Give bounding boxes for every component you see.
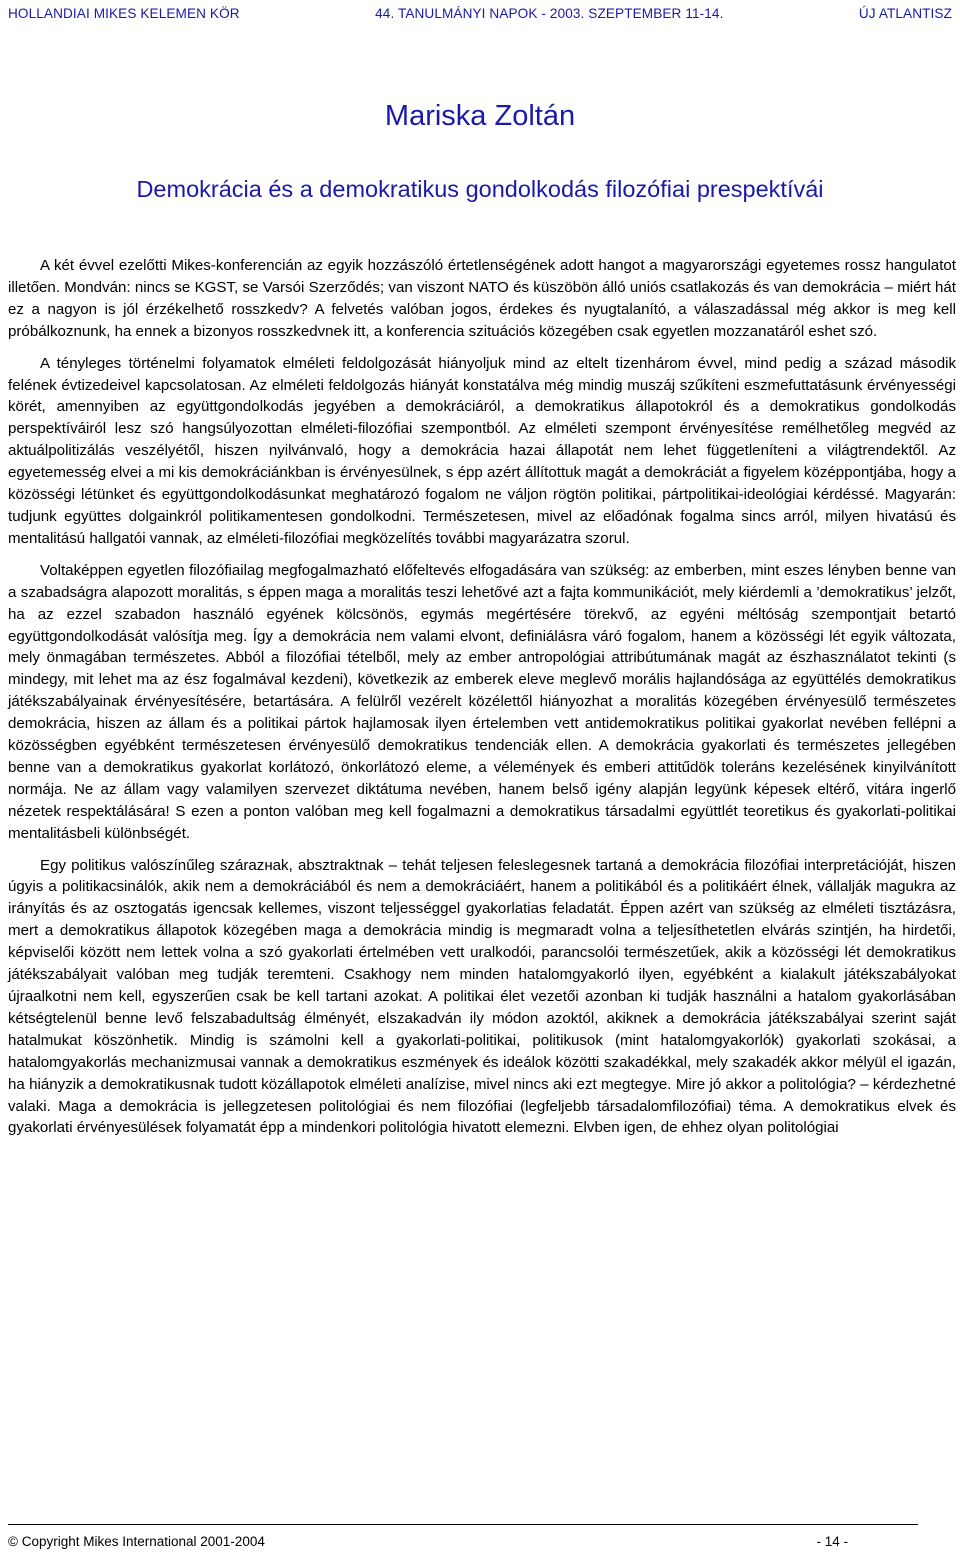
paragraph: A két évvel ezelőtti Mikes-konferencián az egyik hozzászóló értetlenségének adott hangot a magyarországi egyetemes rossz hangulatot illetően. Mondván: nincs se KGST, se Varsói Szerződés; van viszont NATO és küszöbön álló uniós csatlakozás és van demokrácia – miért hát ez a nagyon is jól érzékelhető rosszkedv? A felvetés valóban jogos, érdekes és nyugtalanító, a válaszadással még akkor is meg kell próbálkoznunk, ha ennek a bizonyos rosszkedvnek itt, a konferencia szituációs közegében csak egyetlen mozzanatáról eshet szó. <box>8 257 956 340</box>
paragraph: A tényleges történelmi folyamatok elméleti feldolgozását hiányoljuk mind az eltelt tizenhárom évvel, mind pedig a század második felének évtizedeivel kapcsolatosan. Az elméleti feldolgozás hiányát konstatálva még mindig muszáj szűkíteni eszmefuttatásunk érvényességi körét, amennyiben az együttgondolkodás jegyében a demokráciáról, a demokratikus állapotokról és a demokratikus gondolkodás perspektíváiról lesz szó hangsúlyozottan elméleti-filozófiai szempontból. Az elméleti szempont érvényesítése remélhetőleg megvéd az aktuálpolitizálás veszélyétől, hiszen nyilvánvaló, hogy a demokrácia hazai állapotát nem lehet függetleníteni a világtrendektől. Az egyetemesség elvei a mi kis demokráciánkban is érvényesülnek, s épp azért állítottuk magát a demokráciát a figyelem középpontjába, hogy a közösségi létünket és együttgondolkodásunkat meghatározó fogalom ne váljon rögtön politikai, pártpolitikai-ideológiai kérdéssé. Magyarán: tudjunk együttes dolgainkról politikamentesen gondolkodni. Természetesen, mivel az előadónak fogalma sincs arról, milyen hivatású és mentalitású hallgatói vannak, az elméleti-filozófiai megközelítés további magyarázatra szorul. <box>8 354 956 547</box>
footer-divider <box>8 1524 918 1525</box>
article-body <box>8 255 956 1149</box>
header-right: ÚJ ATLANTISZ <box>858 6 952 21</box>
running-header <box>8 6 952 26</box>
copyright-notice: © Copyright Mikes International 2001-2004 <box>8 1534 265 1549</box>
page-footer <box>8 1534 848 1549</box>
paragraph: Egy politikus valószínűleg szárazнak, absztraktnak – tehát teljesen feleslegesnek tartaná a demokrácia filozófiai interpretációját, hiszen úgyis a politikacsinálók, akik nem a demokráciából és nem a demokráciáért, hanem a politikából és a politikáért élnek, vállalják magukra az irányítás és az osztogatás igencsak kellemes, viszont teljességgel gyakorlatias feladatát. Éppen azért van szükség az elméleti tisztázásra, mert a demokratikus állapotok közegében maga a demokrácia mindig is megmaradt volna a teljesíthetetlen elvárás szintjén, ha hirdetői, képviselői között nem lettek volna a szó gyakorlati értelmében vett uralkodói, parancsolói természetűek, akik a közösségi lét demokratikus játékszabályait valóban meg tudják teremteni. Csakhogy nem minden hatalomgyakorló ilyen, egyébként a kialakult játékszabályokat újraalkotni nem kell, egyszerűen csak be kell tartani azokat. A politikai élet vezetői azonban ki tudják használni a hatalom gyakorlásában kétségtelenül benne levő felszabadultság élményét, elszakadván ily módon azoktól, akiknek a demokrácia játékszabályai szerint saját hatalmukat köszönhetik. Mindig is számolni kell a gyakorlati-politikai, politikusok (mint hatalomgyakorlók) gyakorlati szokásai, a hatalomgyakorlás mechanizmusai vannak a demokratikus eszmények és ideálok közötti szakadékkal, mely szakadék akkor mélyül el igazán, ha hiányzik a demokratikusnak tudott közállapotok elméleti analízise, mivel nincs aki ezt megtegye. Mire jó akkor a politológia? – kérdezhetné valaki. Maga a demokrácia is jellegzetesen politológiai és nem filozófiai (legfeljebb társadalomfilozófiai) téma. A demokratikus elvek és gyakorlati érvényesülések folyamatát épp a mindenkori politológia hivatott elemezni. Elvben igen, de ehhez olyan politológiai <box>8 856 956 1137</box>
header-left: HOLLANDIAI MIKES KELEMEN KÖR <box>8 6 240 21</box>
page-number: - 14 - <box>816 1534 848 1549</box>
author-name: Mariska Zoltán <box>384 100 576 132</box>
header-center: 44. TANULMÁNYI NAPOK - 2003. SZEPTEMBER 11-14. <box>375 6 724 21</box>
paragraph: Voltaképpen egyetlen filozófiailag megfogalmazható előfeltevés elfogadására van szükség: az emberben, mint eszes lényben benne van a szabadságra alapozott moralitás, s éppen maga a moralitás teszi lehetővé azt a fajta kommunikációt, mely kiérdemli a ’demokratikus’ jelzőt, ha az ezzel szabadon használó egyének kölcsönös, egymás megértésére törekvő, az egyéni méltóság szempontjait betartó együttgondolkodását valósítja meg. Így a demokrácia nem valami elvont, definiálásra váró fogalom, hanem a közösségi lét egyik változata, mely önmagában természetes. Abból a filozófiai tételből, mely az ember antropológiai attribútumának magát az észhasználatot tekinti (s mindegy, mit lehet ma az ész fogalmával kezdeni), következik az emberek eleve meglevő morális hajlandósága az együttélés demokratikus játékszabályainak érvényesítésére, betartására. A felülről vezérelt közélettől hiányozhat a moralitás közegében érvényesülő természetes demokrácia, hiszen az állam és a politikai pártok hajlamosak ilyen értelemben vett antidemokratikus politikai gyakorlat nevében fellépni a közösségben egyébként természetesen érvényesülő demokratikus tendenciák ellen. A demokrácia gyakorlati és természetes jellegében benne van a demokratikus gyakorlat korlátozó, önkorlátozó eleme, a vélemények és emberi attitűdök toleráns kezelésének kinyilvánított normája. Ne az állam vagy valamilyen szervezet diktátuma nevében, hanem belső igény alapján legyünk képesek eltérő, vitára ingerlő nézetek respektálására! S ezen a ponton valóban meg kell fogalmazni a demokratikus társadalmi együttlét teoretikus és gyakorlati-politikai mentalitásbeli különbségét. <box>8 561 956 842</box>
article-title: Demokrácia és a demokratikus gondolkodás filozófiai prespektívái <box>136 176 824 202</box>
